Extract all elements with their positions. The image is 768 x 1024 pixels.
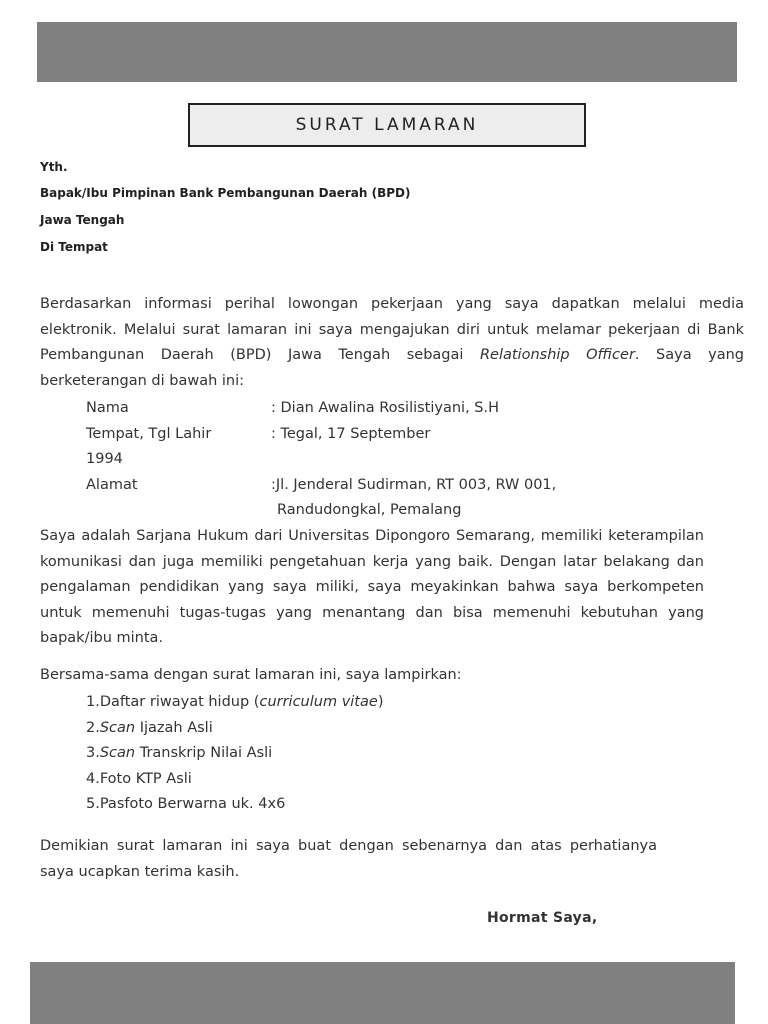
sign-off: Hormat Saya, bbox=[487, 910, 598, 926]
attachment-text: 3. bbox=[86, 745, 100, 761]
birth-label: Tempat, Tgl Lahir bbox=[86, 426, 212, 442]
birth-year: 1994 bbox=[86, 451, 123, 467]
attachment-item bbox=[86, 694, 383, 710]
title-box bbox=[188, 103, 586, 147]
recipient-region: Jawa Tengah bbox=[40, 213, 125, 227]
opening-paragraph bbox=[40, 292, 744, 394]
opening-text: Berdasarkan informasi perihal lowongan pekerjaan yang saya dapatkan melalui media elektronik. Melalui surat lamaran ini saya mengajukan diri untuk melamar pekerjaan di Bank Pembangunan Daerah (BPD) Jawa Tengah sebagai bbox=[40, 296, 744, 363]
attachment-item: 5.Pasfoto Berwarna uk. 4x6 bbox=[86, 796, 286, 812]
recipient-place: Di Tempat bbox=[40, 240, 108, 254]
recipient-salutation: Yth. bbox=[40, 160, 68, 174]
name-label: Nama bbox=[86, 400, 129, 416]
position-title: Relationship Officer bbox=[479, 347, 635, 363]
attachment-text: ) bbox=[377, 694, 384, 710]
attachments-intro: Bersama-sama dengan surat lamaran ini, saya lampirkan: bbox=[40, 667, 462, 683]
attachment-italic: Scan bbox=[99, 745, 136, 761]
recipient-name: Bapak/Ibu Pimpinan Bank Pembangunan Daerah (BPD) bbox=[40, 186, 411, 200]
attachment-item bbox=[86, 720, 213, 736]
attachment-text: Ijazah Asli bbox=[135, 720, 213, 736]
body-paragraph: Saya adalah Sarjana Hukum dari Universitas Dipongoro Semarang, memiliki keterampilan komunikasi dan juga memiliki pengetahuan kerja yang baik. Dengan latar belakang dan pengalaman pendidikan yang saya miliki, saya meyakinkan bahwa saya berkompeten untuk memenuhi tugas-tugas yang menantang dan bisa memenuhi kebutuhan yang bapak/ibu minta. bbox=[40, 528, 704, 646]
attachment-item bbox=[86, 745, 272, 761]
closing-paragraph: Demikian surat lamaran ini saya buat dengan sebenarnya dan atas perhatianya saya ucapkan terima kasih. bbox=[40, 838, 657, 880]
header-bar bbox=[37, 22, 737, 82]
attachment-italic: curriculum vitae bbox=[259, 694, 378, 710]
birth-value: : Tegal, 17 September bbox=[271, 426, 431, 442]
attachment-text: 1.Daftar riwayat hidup ( bbox=[86, 694, 260, 710]
opening-text-end: . Saya yang berketerangan di bawah ini: bbox=[40, 347, 744, 389]
footer-bar bbox=[30, 962, 735, 1024]
address-label: Alamat bbox=[86, 477, 138, 493]
attachment-item: 4.Foto KTP Asli bbox=[86, 771, 192, 787]
attachment-italic: Scan bbox=[99, 720, 136, 736]
attachment-text: Transkrip Nilai Asli bbox=[135, 745, 273, 761]
address-value: :Jl. Jenderal Sudirman, RT 003, RW 001, bbox=[271, 477, 557, 493]
address-line2: Randudongkal, Pemalang bbox=[277, 502, 462, 518]
document-title: SURAT LAMARAN bbox=[295, 115, 479, 135]
attachment-text: 2. bbox=[86, 720, 100, 736]
name-value: : Dian Awalina Rosilistiyani, S.H bbox=[271, 400, 500, 416]
